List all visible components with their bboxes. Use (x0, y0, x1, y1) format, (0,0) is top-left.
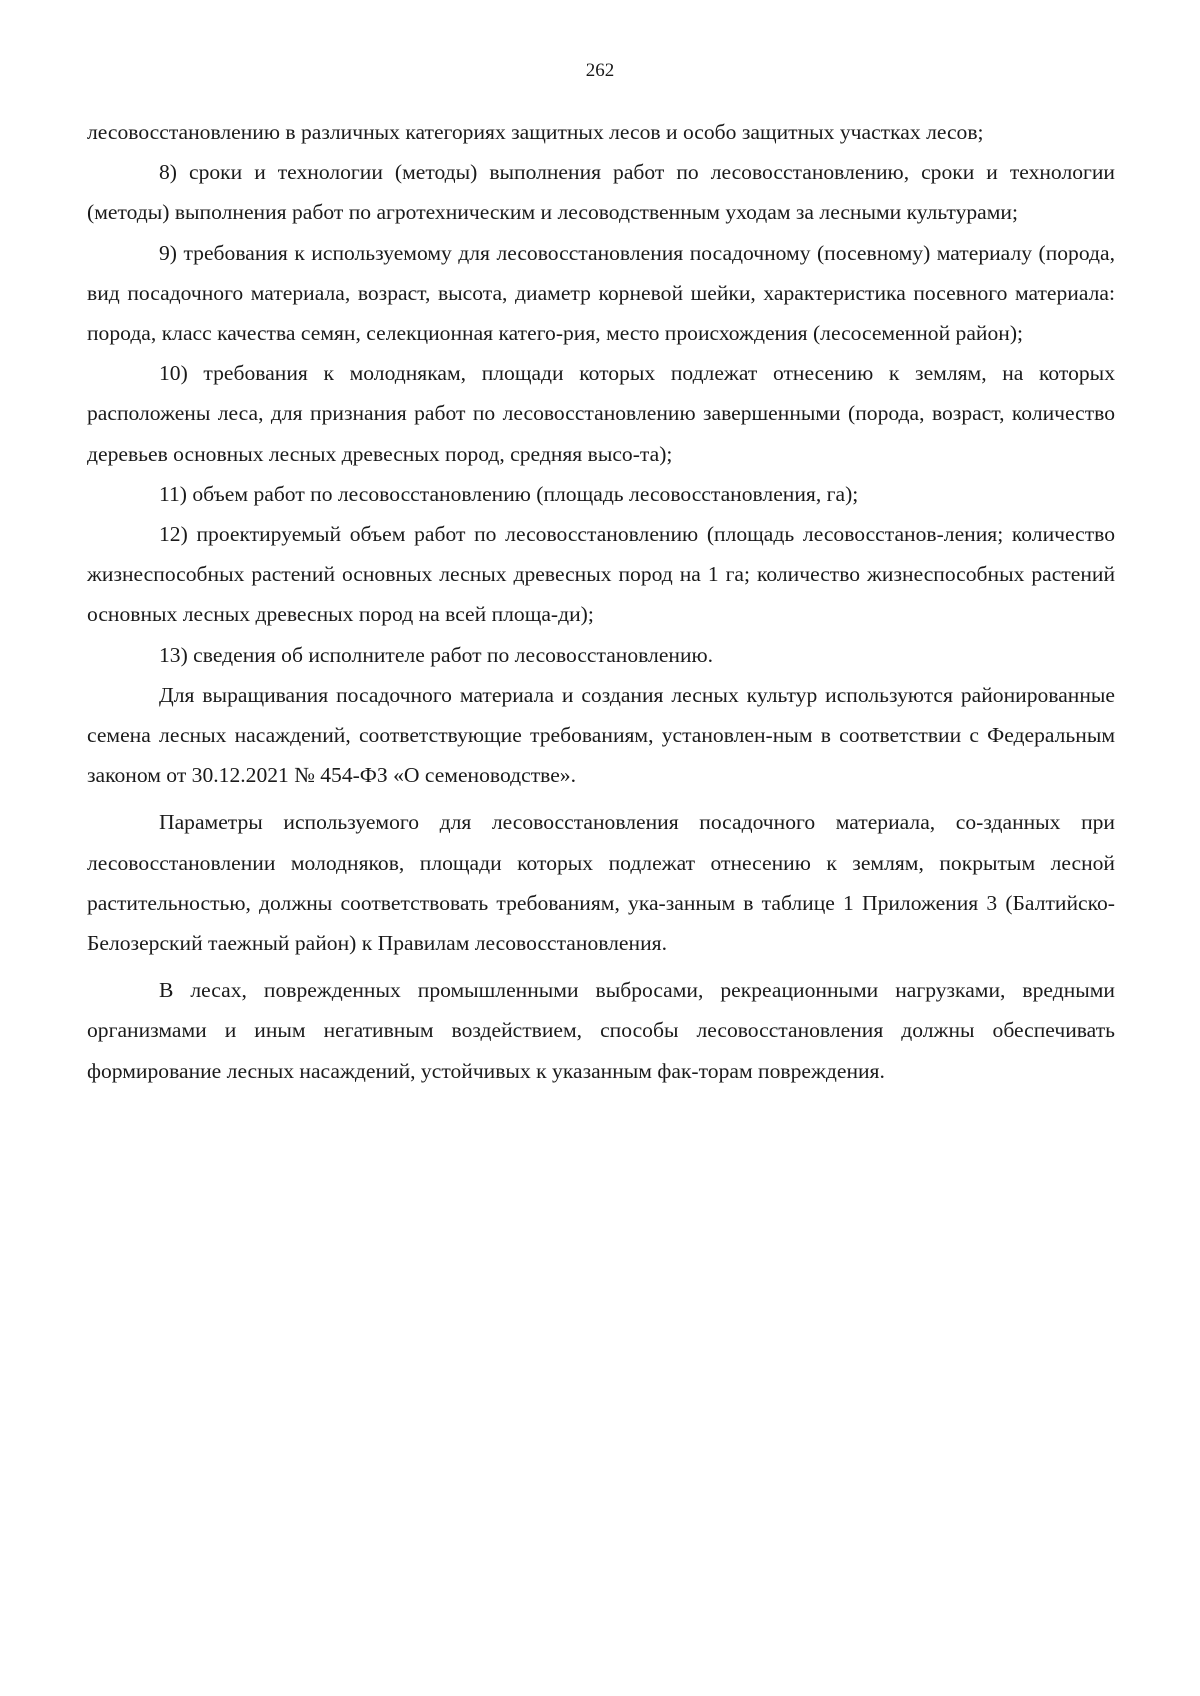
paragraph-item-13: 13) сведения об исполнителе работ по лесовосстановлению. (159, 642, 714, 667)
paragraph-item-12: 12) проектируемый объем работ по лесовосстановлению (площадь лесовосстанов-ления; количество жизнеспособных растений основных лесных древесных пород на 1 га; количество жизнеспособных растений основных лесных древесных пород на всей площа-ди); (87, 522, 1115, 627)
paragraph-item-8: 8) сроки и технологии (методы) выполнения работ по лесовосстановлению, сроки и технологии (методы) выполнения работ по агротехническим и лесоводственным уходам за лесными культурами; (87, 160, 1115, 225)
paragraph-parameters: Параметры используемого для лесовосстановления посадочного материала, со-зданных при лесовосстановлении молодняков, площади которых подлежат отнесению к землям, покрытым лесной растительностью, должны соответствовать требованиям, ука-занным в таблице 1 Приложения 3 (Балтийско-Белозерский таежный район) к Правилам лесовосстановления. (87, 810, 1115, 956)
paragraph-item-11: 11) объем работ по лесовосстановлению (площадь лесовосстановления, га); (159, 481, 859, 506)
body-text (87, 112, 1115, 1091)
paragraph-continuation: лесовосстановлению в различных категориях защитных лесов и особо защитных участках лесов; (87, 120, 984, 144)
paragraph-item-9: 9) требования к используемому для лесовосстановления посадочному (посевному) материалу (порода, вид посадочного материала, возраст, высота, диаметр корневой шейки, характеристика посевного материала: порода, класс качества семян, селекционная катего-рия, место происхождения (лесосеменной район); (87, 240, 1115, 346)
page-number: 262 (585, 60, 615, 81)
paragraph-item-10: 10) требования к молоднякам, площади которых подлежат отнесению к землям, на которых расположены леса, для признания работ по лесовосстановлению завершенными (порода, возраст, количество деревьев основных лесных древесных пород, средняя высо-та); (87, 361, 1115, 466)
paragraph-damaged-forests: В лесах, поврежденных промышленными выбросами, рекреационными нагрузками, вредными организмами и иным негативным воздействием, способы лесовосстановления должны обеспечивать формирование лесных насаждений, устойчивых к указанным фак-торам повреждения. (87, 978, 1115, 1083)
paragraph-seeds: Для выращивания посадочного материала и создания лесных культур используются районированные семена лесных насаждений, соответствующие требованиям, установлен-ным в соответствии с Федеральным законом от 30.12.2021 № 454-ФЗ «О семеноводстве». (87, 682, 1115, 788)
